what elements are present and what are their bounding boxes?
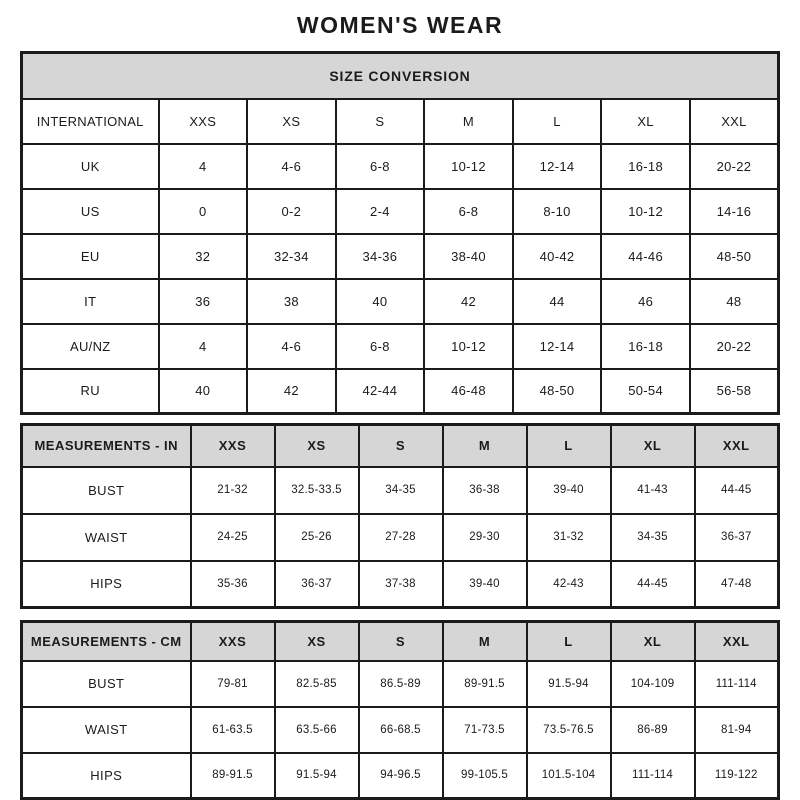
size-value: 44-46: [601, 234, 690, 279]
measurement-value: 119-122: [695, 753, 779, 799]
measurement-value: 63.5-66: [275, 707, 359, 753]
measurement-value: 71-73.5: [443, 707, 527, 753]
column-header: XS: [275, 425, 359, 467]
measurement-value: 73.5-76.5: [527, 707, 611, 753]
measurement-value: 82.5-85: [275, 661, 359, 707]
measurement-value: 61-63.5: [191, 707, 275, 753]
measurements-in-table: [20, 423, 780, 609]
measurement-value: 91.5-94: [527, 661, 611, 707]
row-label: IT: [22, 279, 159, 324]
measurement-value: 34-35: [359, 467, 443, 514]
measurement-value: 31-32: [527, 514, 611, 561]
row-label: EU: [22, 234, 159, 279]
size-value: 46: [601, 279, 690, 324]
column-header: XL: [611, 425, 695, 467]
row-label: UK: [22, 144, 159, 189]
row-label: HIPS: [22, 753, 191, 799]
size-conversion-banner-row: [22, 53, 779, 99]
measurement-value: 21-32: [191, 467, 275, 514]
size-value: 16-18: [601, 144, 690, 189]
size-value: 34-36: [336, 234, 425, 279]
column-header: XL: [601, 99, 690, 144]
table-row-it: [22, 279, 779, 324]
measurement-value: 24-25: [191, 514, 275, 561]
measurement-value: 36-37: [695, 514, 779, 561]
size-value: 0: [159, 189, 248, 234]
size-value: 12-14: [513, 144, 602, 189]
measurement-value: 104-109: [611, 661, 695, 707]
size-conversion-column-header-row: [22, 99, 779, 144]
measurements-cm-header: MEASUREMENTS - CM: [22, 622, 191, 661]
row-label: BUST: [22, 467, 191, 514]
measurement-value: 81-94: [695, 707, 779, 753]
size-value: 14-16: [690, 189, 779, 234]
measurement-value: 99-105.5: [443, 753, 527, 799]
size-value: 56-58: [690, 369, 779, 414]
column-header: S: [359, 622, 443, 661]
measurement-value: 79-81: [191, 661, 275, 707]
table-row-uk: [22, 144, 779, 189]
size-value: 36: [159, 279, 248, 324]
measurement-value: 86-89: [611, 707, 695, 753]
column-header: XXS: [191, 425, 275, 467]
measurements-in-header-row: [22, 425, 779, 467]
size-value: 50-54: [601, 369, 690, 414]
size-value: 4: [159, 144, 248, 189]
row-label: RU: [22, 369, 159, 414]
column-header: M: [443, 622, 527, 661]
size-value: 48: [690, 279, 779, 324]
row-label: US: [22, 189, 159, 234]
measurement-value: 34-35: [611, 514, 695, 561]
size-value: 40: [159, 369, 248, 414]
measurement-value: 44-45: [611, 561, 695, 608]
column-header: M: [424, 99, 513, 144]
measurement-value: 29-30: [443, 514, 527, 561]
measurement-value: 111-114: [611, 753, 695, 799]
size-value: 10-12: [601, 189, 690, 234]
row-label: WAIST: [22, 514, 191, 561]
column-header: XXL: [695, 425, 779, 467]
size-value: 10-12: [424, 324, 513, 369]
size-value: 38: [247, 279, 336, 324]
measurement-value: 89-91.5: [191, 753, 275, 799]
measurement-value: 41-43: [611, 467, 695, 514]
column-header: XXS: [191, 622, 275, 661]
measurement-value: 36-37: [275, 561, 359, 608]
table-row-bust-in: [22, 467, 779, 514]
size-value: 32-34: [247, 234, 336, 279]
measurements-in-header: MEASUREMENTS - IN: [22, 425, 191, 467]
table-row-waist-cm: [22, 707, 779, 753]
table-row-waist-in: [22, 514, 779, 561]
measurement-value: 27-28: [359, 514, 443, 561]
column-header: L: [527, 622, 611, 661]
table-row-eu: [22, 234, 779, 279]
measurement-value: 44-45: [695, 467, 779, 514]
measurement-value: 42-43: [527, 561, 611, 608]
size-value: 6-8: [336, 144, 425, 189]
size-value: 6-8: [336, 324, 425, 369]
measurement-value: 39-40: [443, 561, 527, 608]
table-row-us: [22, 189, 779, 234]
column-header: M: [443, 425, 527, 467]
page-title: WOMEN'S WEAR: [296, 12, 504, 38]
column-header: XXL: [695, 622, 779, 661]
measurements-cm-table: [20, 620, 780, 800]
size-value: 20-22: [690, 324, 779, 369]
table-row-hips-in: [22, 561, 779, 608]
column-header: S: [336, 99, 425, 144]
measurement-value: 37-38: [359, 561, 443, 608]
row-label: BUST: [22, 661, 191, 707]
size-value: 42: [424, 279, 513, 324]
size-value: 42: [247, 369, 336, 414]
measurement-value: 101.5-104: [527, 753, 611, 799]
column-header: XS: [275, 622, 359, 661]
size-value: 32: [159, 234, 248, 279]
column-header: XXL: [690, 99, 779, 144]
row-label: HIPS: [22, 561, 191, 608]
size-value: 12-14: [513, 324, 602, 369]
size-value: 4-6: [247, 324, 336, 369]
size-value: 38-40: [424, 234, 513, 279]
table-row-ru: [22, 369, 779, 414]
size-value: 10-12: [424, 144, 513, 189]
measurement-value: 91.5-94: [275, 753, 359, 799]
size-value: 16-18: [601, 324, 690, 369]
column-header: S: [359, 425, 443, 467]
size-conversion-header: SIZE CONVERSION: [22, 53, 779, 99]
measurement-value: 66-68.5: [359, 707, 443, 753]
size-value: 20-22: [690, 144, 779, 189]
measurement-value: 25-26: [275, 514, 359, 561]
size-value: 44: [513, 279, 602, 324]
measurement-value: 86.5-89: [359, 661, 443, 707]
size-value: 40-42: [513, 234, 602, 279]
size-value: 46-48: [424, 369, 513, 414]
measurement-value: 47-48: [695, 561, 779, 608]
size-value: 0-2: [247, 189, 336, 234]
size-value: 8-10: [513, 189, 602, 234]
size-value: 48-50: [513, 369, 602, 414]
measurement-value: 89-91.5: [443, 661, 527, 707]
measurement-value: 39-40: [527, 467, 611, 514]
size-conversion-table: [20, 51, 780, 415]
measurement-value: 35-36: [191, 561, 275, 608]
column-header: XL: [611, 622, 695, 661]
size-value: 4: [159, 324, 248, 369]
size-value: 4-6: [247, 144, 336, 189]
table-row-aunz: [22, 324, 779, 369]
column-header: XS: [247, 99, 336, 144]
column-header: XXS: [159, 99, 248, 144]
row-label: WAIST: [22, 707, 191, 753]
row-label: AU/NZ: [22, 324, 159, 369]
column-header: L: [527, 425, 611, 467]
measurement-value: 36-38: [443, 467, 527, 514]
size-value: 40: [336, 279, 425, 324]
table-row-bust-cm: [22, 661, 779, 707]
measurement-value: 111-114: [695, 661, 779, 707]
measurements-cm-header-row: [22, 622, 779, 661]
measurement-value: 94-96.5: [359, 753, 443, 799]
size-value: 2-4: [336, 189, 425, 234]
column-header: INTERNATIONAL: [22, 99, 159, 144]
size-value: 42-44: [336, 369, 425, 414]
size-value: 48-50: [690, 234, 779, 279]
table-row-hips-cm: [22, 753, 779, 799]
measurement-value: 32.5-33.5: [275, 467, 359, 514]
size-value: 6-8: [424, 189, 513, 234]
column-header: L: [513, 99, 602, 144]
